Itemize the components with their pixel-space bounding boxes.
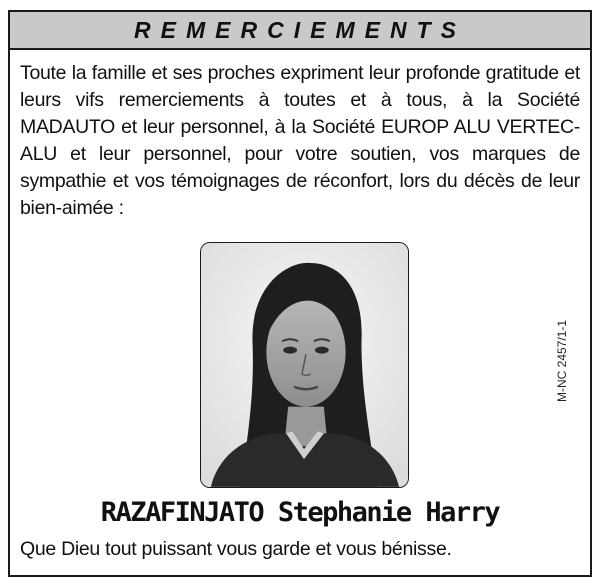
thanks-paragraph: Toute la famille et ses proches expriment leur profonde gratitude et leurs vifs remerciements à toutes et à tous, à la Société MADAUTO et leur personnel, à la Société EUROP ALU VERTEC-ALU et leur personnel, pour votre soutien, vos marques de sympathie et vos témoignages de réconfort, lors du décès de leur bien-aimée : (20, 62, 580, 219)
portrait-photo (200, 242, 409, 488)
closing-blessing: Que Dieu tout puissant vous garde et vous bénisse. (20, 538, 452, 560)
deceased-name: RAZAFINJATO Stephanie Harry (100, 497, 500, 528)
announcement-frame (8, 10, 592, 577)
announcement-header (10, 12, 590, 50)
header-title: REMERCIEMENTS (134, 16, 466, 43)
reference-code: M-NC 2457/1-1 (555, 319, 569, 402)
portrait-icon (201, 243, 408, 487)
